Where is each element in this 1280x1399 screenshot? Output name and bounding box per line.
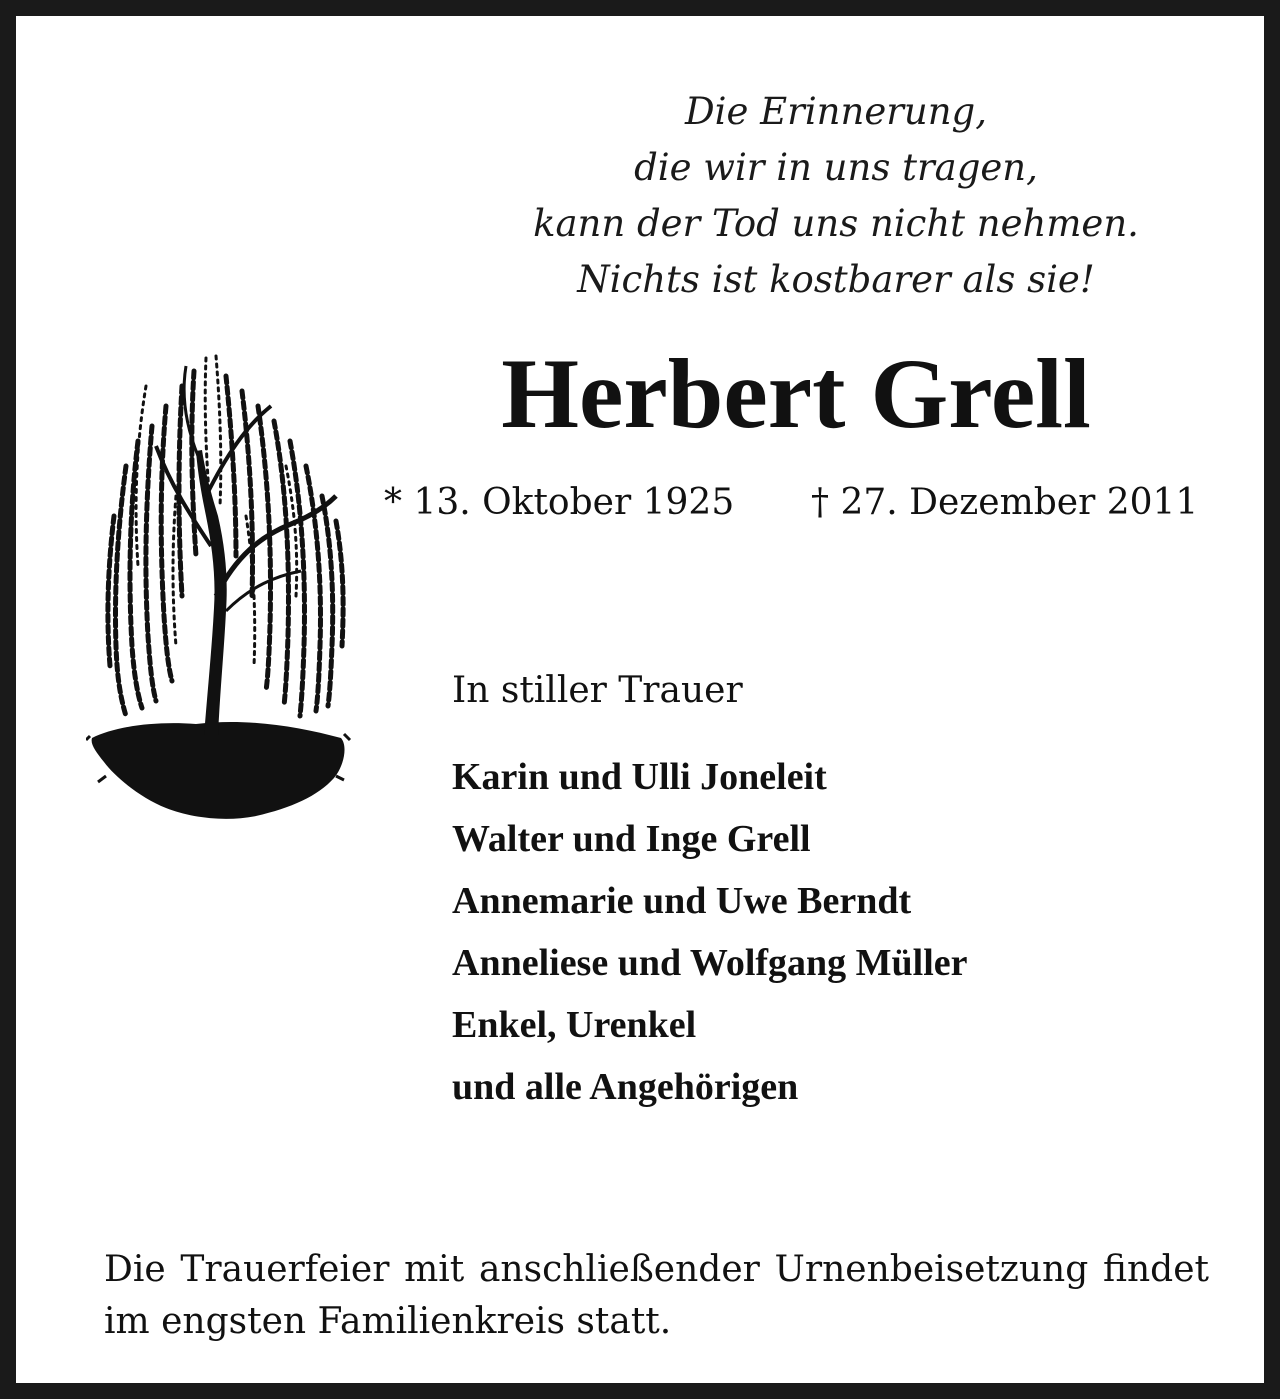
family-member: Walter und Inge Grell [452, 818, 811, 860]
weeping-willow-icon [86, 346, 356, 841]
funeral-notice: Die Trauerfeier mit anschließender Urnenbeisetzung findet im engsten Familienkreis statt. [104, 1249, 1209, 1342]
family-member: Enkel, Urenkel [452, 1004, 697, 1046]
quote-line: kann der Tod uns nicht nehmen. [533, 202, 1139, 245]
mourning-label: In stiller Trauer [452, 670, 743, 711]
quote-line: Die Erinnerung, [684, 90, 988, 133]
family-member: Anneliese und Wolfgang Müller [452, 942, 968, 984]
deceased-name: Herbert Grell [501, 338, 1091, 449]
death-date: † 27. Dezember 2011 [811, 482, 1199, 523]
family-list [452, 746, 968, 1118]
memorial-quote [436, 84, 1236, 308]
family-member: Karin und Ulli Joneleit [452, 756, 827, 798]
quote-line: die wir in uns tragen, [634, 146, 1038, 189]
quote-line: Nichts ist kostbarer als sie! [577, 258, 1095, 301]
family-member: Annemarie und Uwe Berndt [452, 880, 912, 922]
family-member: und alle Angehörigen [452, 1066, 799, 1108]
birth-date: * 13. Oktober 1925 [384, 482, 735, 523]
